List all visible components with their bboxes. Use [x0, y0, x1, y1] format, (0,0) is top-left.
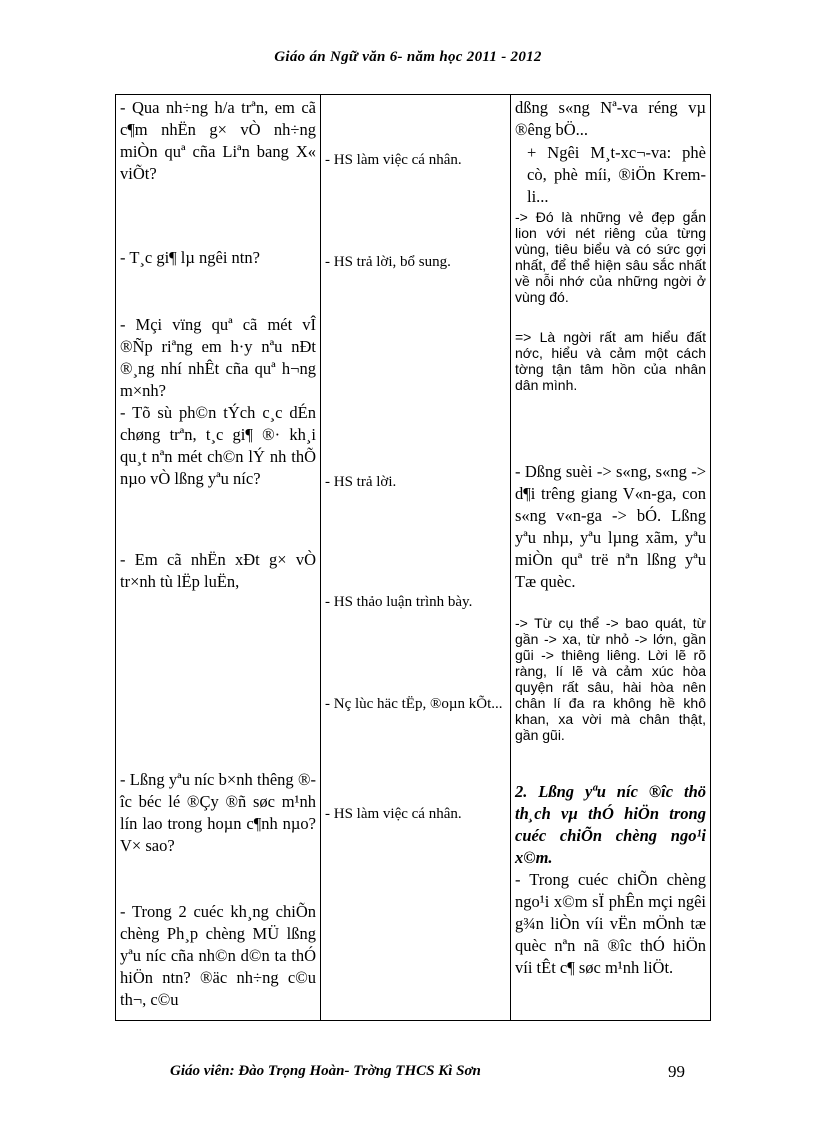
content-paragraph: - Trong cuéc chiÕn chèng ngo¹i x©m sÏ phÊn mçi ngêi g¾n liÒn víi vËn mÖnh tæ quèc nªn nã ®îc thÓ hiÖn víi tÊt c¶ søc m¹nh liÖt. — [515, 870, 706, 977]
content-paragraph: - Dßng suèi -> s«ng, s«ng -> d¶i trêng giang V«n-ga, con s«ng v«n-ga -> bÓ. Lßng yªu nhµ, yªu lµng xãm, yªu miÒn quª trë nªn lßng yªu Tæ quèc. — [515, 462, 706, 591]
activity-2: - HS trả lời, bổ sung. — [325, 254, 451, 270]
question-5: - Em cã nhËn xÐt g× vÒ tr×nh tù lËp luËn, — [120, 550, 316, 591]
content-paragraph: -> Từ cụ thể -> bao quát, từ gần -> xa, từ nhỏ -> lớn, gần gũi -> thiêng liêng. Lời lẽ rõ ràng, lí lẽ và cảm xúc hòa quyện rất sâu, hài hòa nên chân lí đa ra không hề khô khan, xa vời mà chân thật, gần gũi. — [515, 615, 706, 743]
footer-author: Giáo viên: Đào Trọng Hoàn- Trờng THCS Kì Sơn — [170, 1063, 481, 1079]
question-1: - Qua nh÷ng h/a trªn, em cã c¶m nhËn g× vÒ nh÷ng miÒn quª cña Liªn bang X« viÕt? — [120, 98, 316, 183]
question-4: - Tõ sù ph©n tÝch c¸c dÉn chøng trªn, t¸c gi¶ ®· kh¸i qu¸t nªn mét ch©n lÝ nh thÕ nµo vÒ lßng yªu níc? — [120, 403, 316, 488]
student-activity-cell — [321, 95, 511, 1021]
teacher-questions-cell — [116, 95, 321, 1021]
question-7: - Trong 2 cuéc kh¸ng chiÕn chèng Ph¸p chèng MÜ lßng yªu níc cña nh©n d©n ta thÓ hiÖn ntn? ®äc nh÷ng c©u th¬, c©u — [120, 902, 316, 1009]
page-number: 99 — [668, 1062, 685, 1081]
question-3: - Mçi vïng quª cã mét vÎ ®Ñp riªng em h·y nªu nÐt ®¸ng nhí nhÊt cña quª h¬ng m×nh? — [120, 315, 316, 400]
question-2: - T¸c gi¶ lµ ngêi ntn? — [120, 248, 260, 267]
content-cell — [511, 95, 711, 1021]
table-row — [116, 95, 711, 1021]
activity-6: - HS làm việc cá nhân. — [325, 806, 462, 822]
activity-3: - HS trả lời. — [325, 474, 397, 490]
activity-5: - Nç lùc häc tËp, ®oµn kÕt... — [325, 696, 503, 712]
question-6: - Lßng yªu níc b×nh thêng ®îc béc lé ®Çy ®ñ søc m¹nh lín lao trong hoµn c¶nh nµo? V× sao? — [120, 770, 316, 855]
activity-1: - HS làm việc cá nhân. — [325, 152, 462, 168]
content-paragraph: => Là ngời rất am hiểu đất nớc, hiểu và cảm một cách tờng tận tâm hồn của nhân dân mình. — [515, 329, 706, 393]
content-paragraph: dßng s«ng Nª-va réng vµ ®êng bÖ... — [515, 98, 706, 139]
content-paragraph: -> Đó là những vẻ đẹp gắn lion với nét riêng của từng vùng, tiêu biểu và có sức gợi nhất, để thể hiện sâu sắc nhất về nỗi nhớ của những ngời ở vùng đó. — [515, 209, 706, 305]
page-header: Giáo án Ngữ văn 6- năm học 2011 - 2012 — [274, 49, 542, 65]
activity-4: - HS thảo luận trình bày. — [325, 594, 473, 610]
content-paragraph: + Ngêi M¸t-xc¬-va: phè cò, phè míi, ®iÖn Krem-li... — [527, 143, 706, 206]
lesson-table — [115, 94, 711, 1021]
section-heading: 2. Lßng yªu níc ®îc thö th¸ch vµ thÓ hiÖn trong cuéc chiÕn chèng ngo¹i x©m. — [515, 782, 706, 867]
